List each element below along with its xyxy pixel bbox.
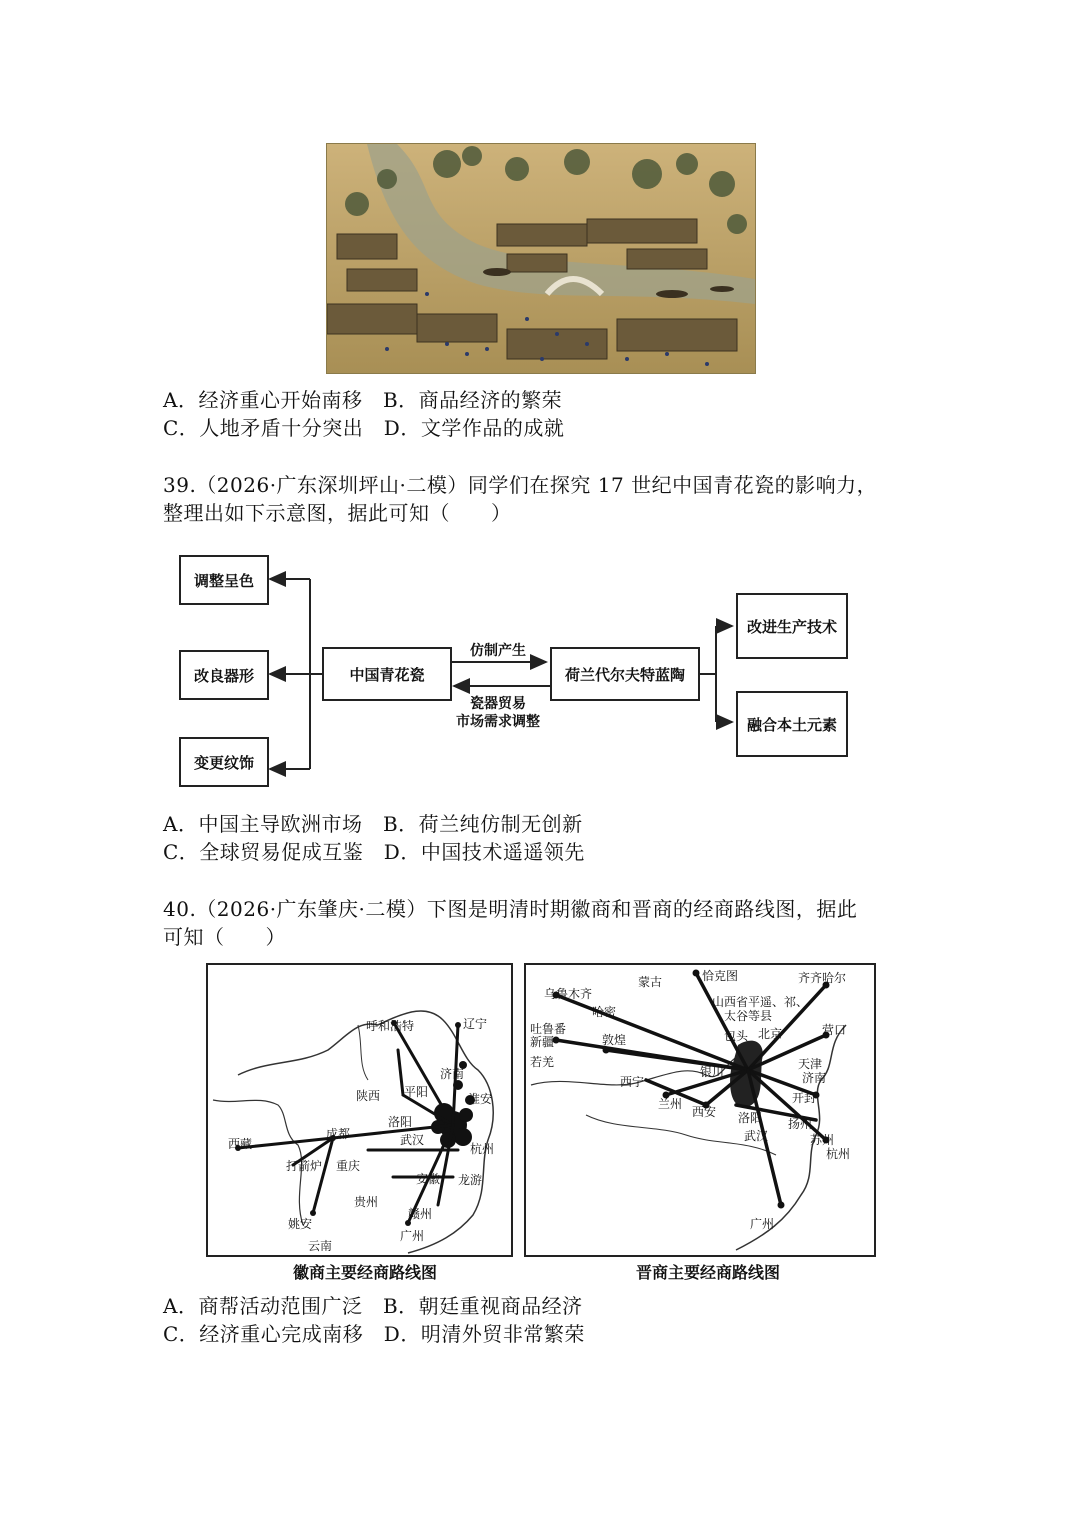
- map-right-place: 济南: [802, 1071, 827, 1085]
- box-chinese-porcelain: 中国青花瓷: [322, 647, 452, 701]
- map-right-place: 包头: [724, 1029, 749, 1043]
- map-left-place: 成都: [326, 1127, 351, 1141]
- map-right-place: 西宁: [620, 1075, 645, 1089]
- box-change-pattern: 变更纹饰: [179, 737, 269, 787]
- map-right-place: 杭州: [826, 1147, 851, 1161]
- map-left-place: 广州: [400, 1229, 425, 1243]
- box-improve-technique: 改进生产技术: [736, 593, 848, 659]
- map-right-place: 苏州: [810, 1133, 835, 1147]
- map-left-place: 陕西: [356, 1089, 381, 1103]
- q40-option-line-1: A．商帮活动范围广泛 B．朝廷重视商品经济: [163, 1294, 583, 1318]
- map-right-place: 吐鲁番: [530, 1022, 567, 1036]
- q39-stem-line-2: 整理出如下示意图，据此可知（ ）: [163, 501, 512, 525]
- jinshang-route-map: [524, 963, 876, 1257]
- map-right-place: 太谷等县: [724, 1009, 773, 1023]
- map-left-place: 打箭炉: [286, 1159, 323, 1173]
- jinshang-map-caption: 晋商主要经商路线图: [636, 1263, 781, 1282]
- map-left-place: 辽宁: [463, 1017, 488, 1031]
- map-left-place: 杭州: [470, 1142, 495, 1156]
- qingming-scroll-painting: [326, 143, 756, 374]
- map-right-place: 西安: [692, 1105, 717, 1119]
- map-left-place: 西藏: [228, 1137, 253, 1151]
- map-right-place: 洛阳: [738, 1111, 763, 1125]
- q39-option-line-2: C．全球贸易促成互鉴 D．中国技术遥遥领先: [163, 840, 585, 864]
- q39-option-line-1: A．中国主导欧洲市场 B．荷兰纯仿制无创新: [163, 812, 583, 836]
- map-right-place: 齐齐哈尔: [798, 971, 847, 985]
- label-imitation: 仿制产生: [470, 643, 526, 659]
- q40-stem-line-1: 40.（2026·广东肇庆·二模）下图是明清时期徽商和晋商的经商路线图，据此: [163, 897, 858, 921]
- box-improve-shape: 改良器形: [179, 650, 269, 700]
- map-right-place: 蒙古: [638, 975, 663, 989]
- box-adjust-color: 调整呈色: [179, 555, 269, 605]
- map-right-place: 山西省平遥、祁、: [712, 995, 809, 1009]
- map-left-place: 云南: [308, 1239, 333, 1253]
- q39-flow-diagram: [160, 545, 880, 800]
- map-right-place: 银川: [700, 1065, 725, 1079]
- map-left-place: 安徽: [416, 1172, 441, 1186]
- map-left-place: 淮安: [468, 1092, 493, 1106]
- map-right-place: 若羌: [530, 1055, 555, 1069]
- map-left-place: 赣州: [408, 1207, 433, 1221]
- map-right-place: 北京: [758, 1027, 783, 1041]
- map-right-place: 广州: [750, 1217, 775, 1231]
- map-right-place: 天津: [798, 1057, 823, 1071]
- q40-option-line-2: C．经济重心完成南移 D．明清外贸非常繁荣: [163, 1322, 585, 1346]
- q38-option-line-2: C．人地矛盾十分突出 D．文学作品的成就: [163, 416, 565, 440]
- map-right-place: 乌鲁木齐: [544, 987, 593, 1001]
- map-left-place: 济南: [440, 1067, 465, 1081]
- map-right-place: 哈密: [592, 1005, 617, 1019]
- label-market-adjust: 市场需求调整: [456, 714, 540, 730]
- map-right-place: 武汉: [744, 1129, 769, 1143]
- label-porcelain-trade: 瓷器贸易: [470, 696, 526, 712]
- map-left-place: 呼和浩特: [366, 1019, 415, 1033]
- box-delft-blue: 荷兰代尔夫特蓝陶: [550, 647, 700, 701]
- map-right-place: 敦煌: [602, 1033, 627, 1047]
- map-left-place: 武汉: [400, 1133, 425, 1147]
- q38-option-line-1: A．经济重心开始南移 B．商品经济的繁荣: [163, 388, 563, 412]
- map-right-place: 新疆: [530, 1035, 555, 1049]
- q39-stem-line-1: 39.（2026·广东深圳坪山·二模）同学们在探究 17 世纪中国青花瓷的影响力，: [163, 473, 878, 497]
- map-left-place: 贵州: [354, 1195, 379, 1209]
- map-left-place: 龙游: [458, 1173, 483, 1187]
- painting-illustration: [327, 144, 755, 373]
- map-right-place: 恰克图: [702, 969, 739, 983]
- huishang-route-map: [206, 963, 513, 1257]
- map-right-place: 兰州: [658, 1097, 683, 1111]
- map-right-place: 营口: [822, 1023, 847, 1037]
- map-left-place: 平阳: [404, 1085, 429, 1099]
- map-right-place: 开封: [792, 1091, 817, 1105]
- huishang-map-drawing: [208, 965, 511, 1255]
- map-left-place: 重庆: [336, 1159, 361, 1173]
- box-merge-local: 融合本土元素: [736, 691, 848, 757]
- map-left-place: 姚安: [288, 1217, 313, 1231]
- map-right-place: 扬州: [788, 1117, 813, 1131]
- q40-stem-line-2: 可知（ ）: [163, 925, 286, 949]
- map-left-place: 洛阳: [388, 1115, 413, 1129]
- huishang-map-caption: 徽商主要经商路线图: [293, 1263, 438, 1282]
